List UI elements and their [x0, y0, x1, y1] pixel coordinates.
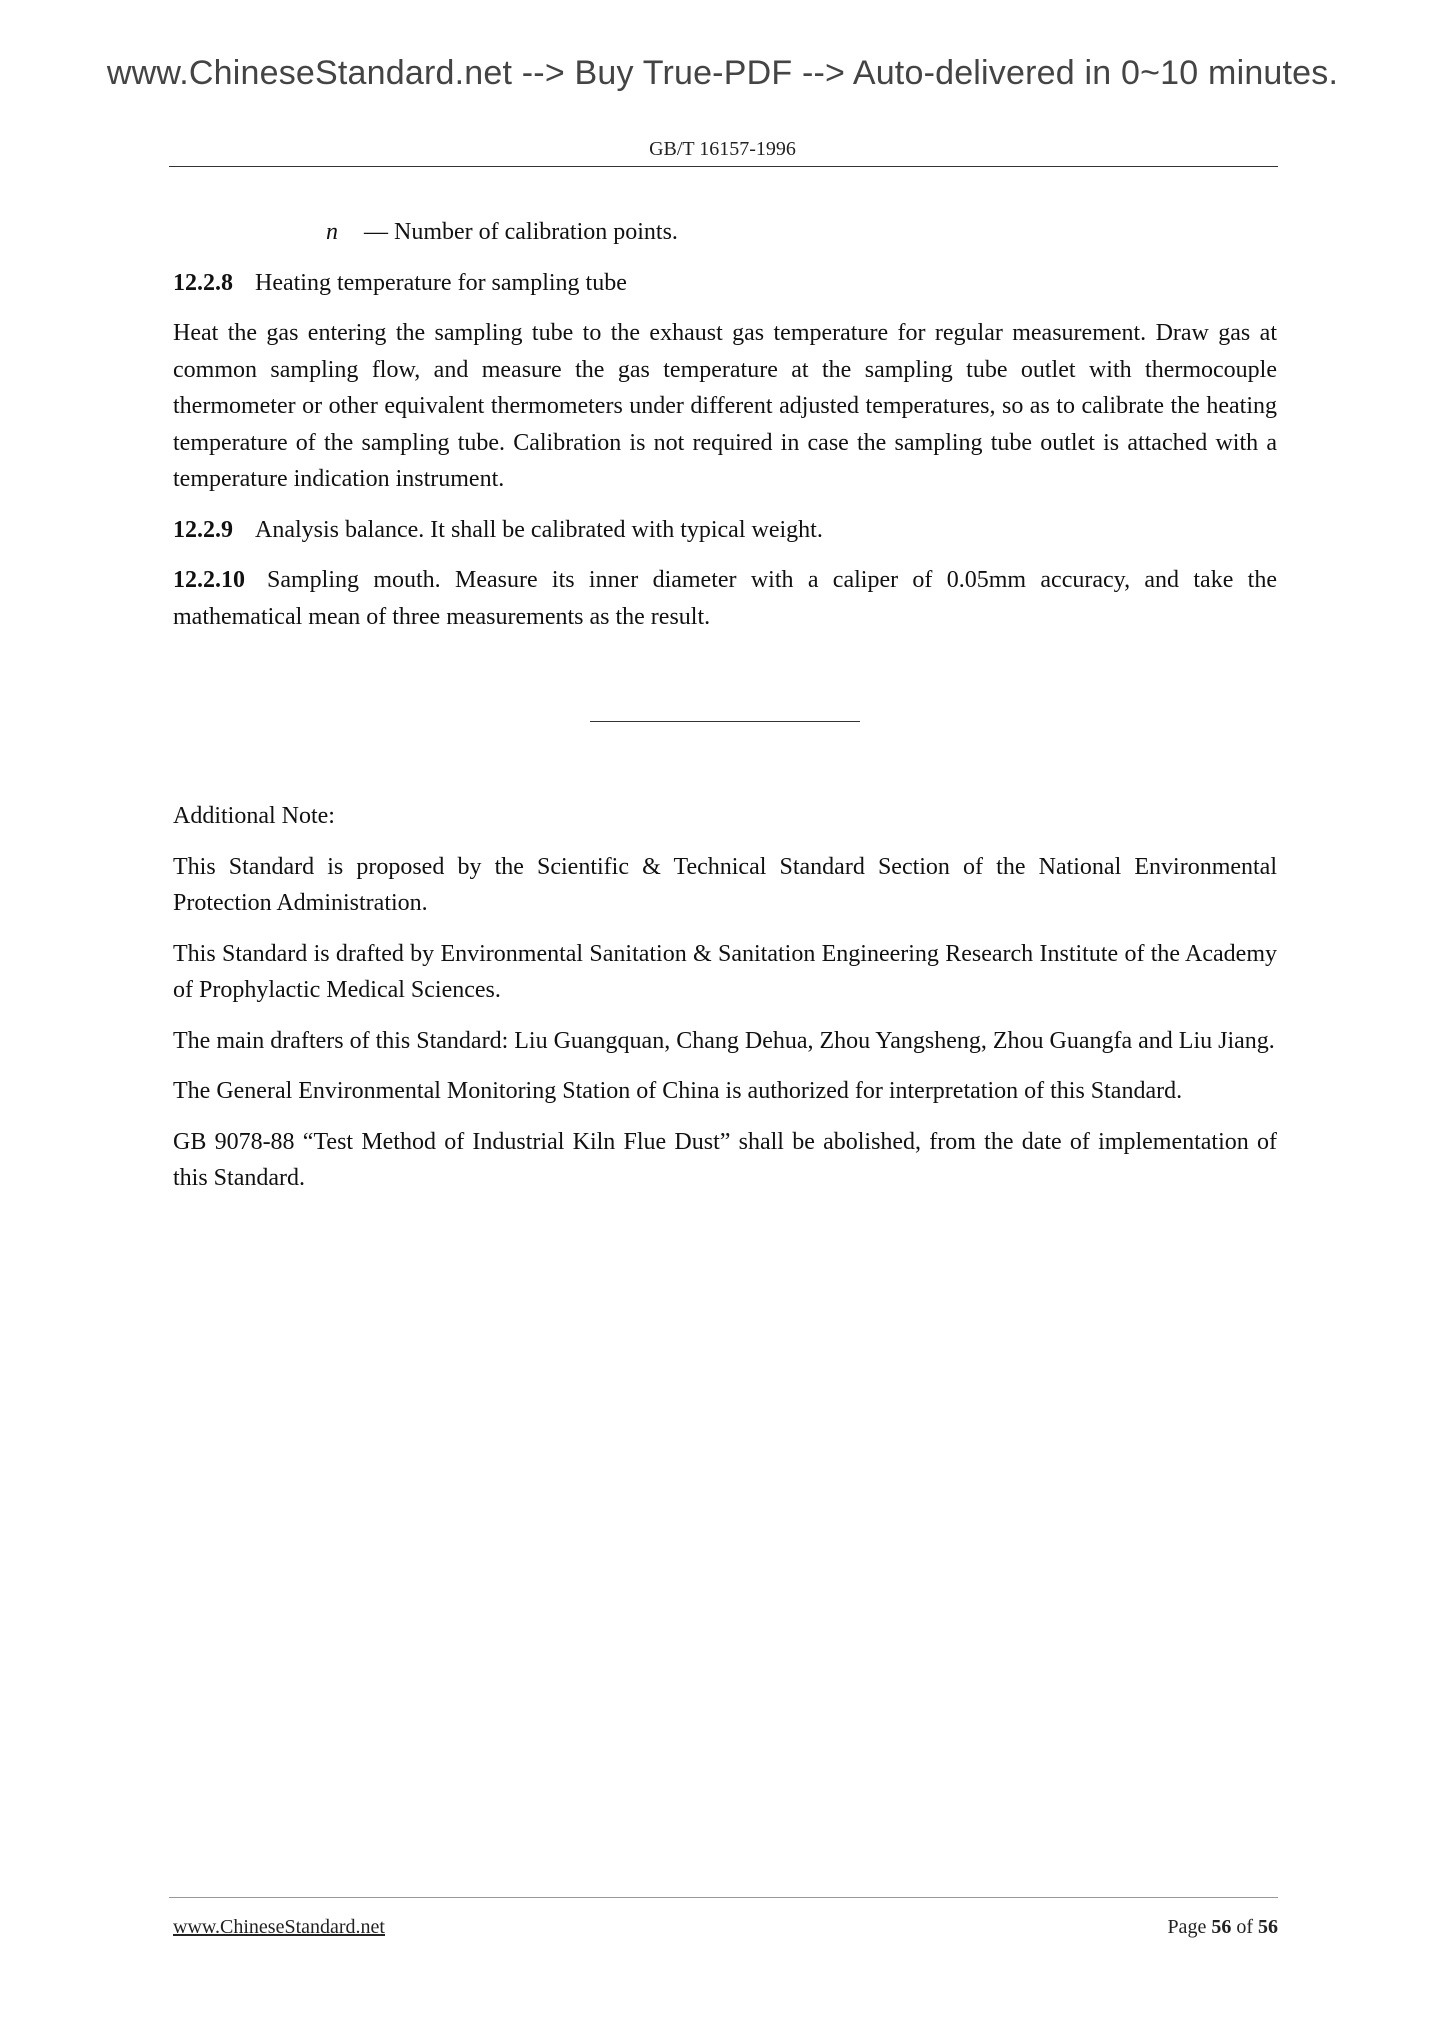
- page-number: [1167, 1916, 1278, 1939]
- end-of-text-rule: [590, 721, 860, 722]
- section-title: Heating temperature for sampling tube: [255, 269, 627, 296]
- additional-note-paragraph: This Standard is proposed by the Scientific & Technical Standard Section of the National Environmental Protection Administration.: [173, 853, 1277, 916]
- page-of: of: [1236, 1916, 1253, 1938]
- additional-note-paragraph: The General Environmental Monitoring Station of China is authorized for interpretation of this Standard.: [173, 1078, 1183, 1104]
- section-number: 12.2.10: [173, 567, 245, 593]
- variable-symbol: n: [326, 219, 338, 245]
- variable-definition: [173, 214, 1277, 251]
- section-number: 12.2.8: [173, 269, 233, 296]
- section-12-2-10: [173, 562, 1277, 635]
- section-text: Sampling mouth. Measure its inner diameter with a caliper of 0.05mm accuracy, and take the mathematical mean of three measurements as the result.: [173, 567, 1277, 630]
- section-number: 12.2.9: [173, 516, 233, 543]
- page-current: 56: [1211, 1916, 1232, 1938]
- page-prefix: Page: [1167, 1916, 1207, 1938]
- top-banner[interactable]: www.ChineseStandard.net --> Buy True-PDF --> Auto-delivered in 0~10 minutes.: [106, 54, 1339, 92]
- section-12-2-8-heading: [173, 265, 1277, 302]
- variable-description: — Number of calibration points.: [364, 219, 678, 245]
- section-12-2-8-text: Heat the gas entering the sampling tube to the exhaust gas temperature for regular measurement. Draw gas at common sampling flow, and measure the gas temperature at the sampling tube outlet with thermocouple thermometer or other equivalent thermometers under different adjusted temperatures, so as to calibrate the heating temperature of the sampling tube. Calibration is not required in case the sampling tube outlet is attached with a temperature indication instrument.: [173, 320, 1277, 492]
- footer-website-link[interactable]: www.ChineseStandard.net: [173, 1916, 385, 1938]
- additional-note-paragraph: GB 9078-88 “Test Method of Industrial Kiln Flue Dust” shall be abolished, from the date of implementation of this Standard.: [173, 1128, 1277, 1191]
- page-total: 56: [1258, 1916, 1278, 1938]
- page-content: [173, 214, 1277, 1211]
- section-12-2-9: [173, 512, 1277, 549]
- section-text: Analysis balance. It shall be calibrated with typical weight.: [255, 516, 823, 543]
- footer-divider: [169, 1897, 1278, 1898]
- additional-note-heading: Additional Note:: [173, 803, 335, 829]
- additional-note-paragraph: The main drafters of this Standard: Liu Guangquan, Chang Dehua, Zhou Yangsheng, Zhou Guangfa and Liu Jiang.: [173, 1027, 1275, 1054]
- header-divider: [169, 166, 1278, 167]
- standard-code-header: GB/T 16157-1996: [649, 138, 796, 160]
- additional-note-paragraph: This Standard is drafted by Environmental Sanitation & Sanitation Engineering Research Institute of the Academy of Prophylactic Medical Sciences.: [173, 940, 1277, 1003]
